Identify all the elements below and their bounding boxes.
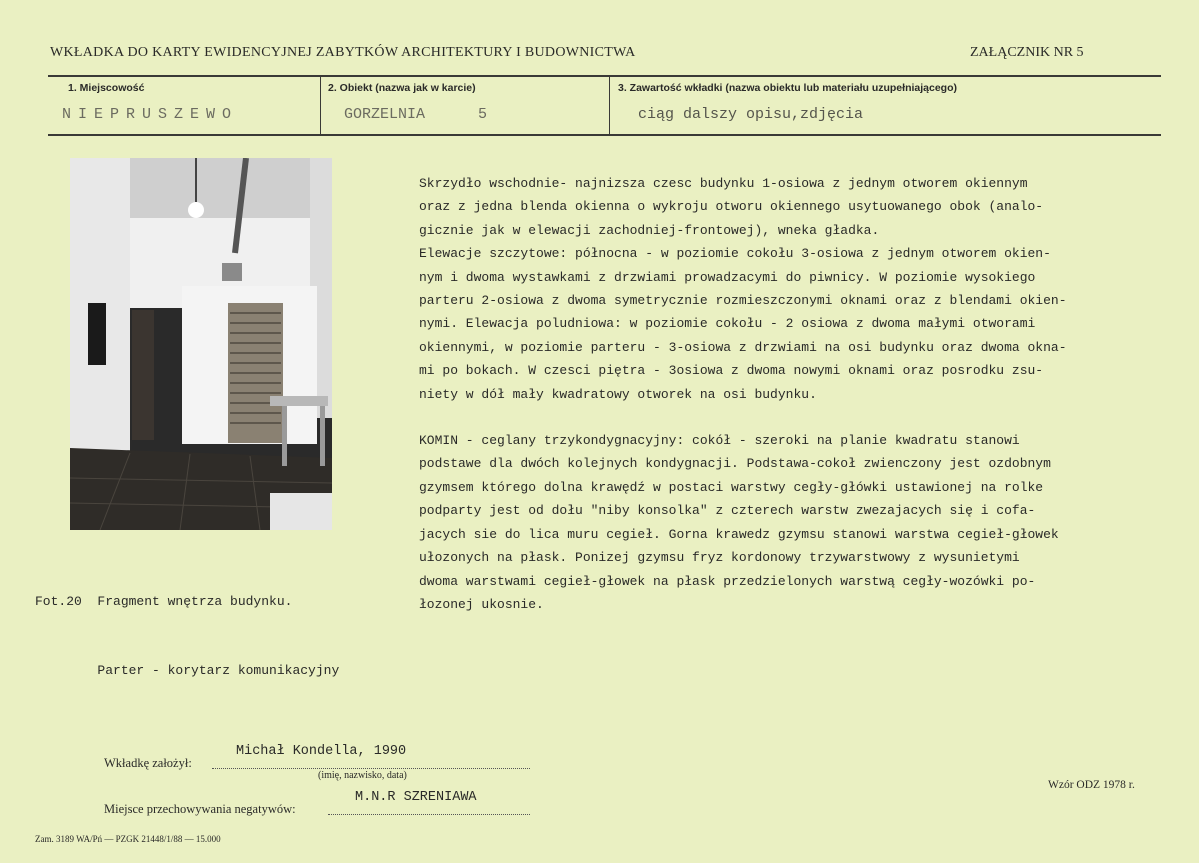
- field-value-contents: ciąg dalszy opisu,zdjęcia: [638, 106, 864, 123]
- description-line: nym i dwoma wystawkami z drzwiami prowadzacymi do piwnicy. W poziomie wysokiego: [419, 269, 1036, 285]
- description-line: podparty jest od dołu "niby konsolka" z czterech warstw zwezajacych się i cofa-: [419, 503, 1036, 519]
- field-divider-1: [320, 77, 321, 134]
- photo-caption-line-1: Fot.20 Fragment wnętrza budynku.: [35, 594, 293, 609]
- field-value-locality: NIEPRUSZEWO: [62, 106, 239, 123]
- description-line: łozonej ukosnie.: [419, 596, 544, 612]
- description-line: Elewacje szczytowe: północna - w poziomie cokołu 3-osiowa z jednym otworem okien-: [419, 246, 1051, 262]
- storage-dotted-line: [328, 814, 530, 815]
- storage-value: M.N.R SZRENIAWA: [355, 790, 477, 805]
- description-line: dwoma warstwami cegieł-głowek na płask przedzielonych warstwą cegły-wozówki po-: [419, 573, 1036, 589]
- annex-number: ZAŁĄCZNIK NR 5: [970, 45, 1084, 60]
- description-line: niety w dół mały kwadratowy otworek na osi budynku.: [419, 386, 817, 402]
- description-line: podstawe dla dwóch kolejnych kondygnacji. Podstawa-cokoł zwienczony jest ozdobnym: [419, 456, 1051, 472]
- founded-dotted-line: [212, 768, 530, 769]
- description-line: jacych sie do lica muru cegieł. Gorna krawedz gzymsu stanowi warstwa cegieł-głowek: [419, 526, 1059, 542]
- storage-label: Miejsce przechowywania negatywów:: [104, 802, 296, 816]
- photo-caption: [35, 544, 339, 728]
- description-line: okiennymi, w poziomie parteru - 3-osiowa z drzwiami na osi budynku oraz dwoma okna-: [419, 339, 1067, 355]
- field-label-locality: 1. Miejscowość: [68, 82, 145, 94]
- founded-hint: (imię, nazwisko, data): [318, 770, 407, 781]
- founded-value: Michał Kondella, 1990: [236, 744, 407, 759]
- description-line: mi po bokach. W czesci piętra - 3osiowa z dwoma nowymi oknami oraz posrodku zsu-: [419, 363, 1044, 379]
- description-line: oraz z jedna blenda okienna o wykroju otworu okiennego usytuowanego obok (analo-: [419, 199, 1044, 215]
- field-value-object-number: 5: [478, 106, 488, 123]
- interior-photo-drawing: [70, 158, 332, 530]
- form-title: WKŁADKA DO KARTY EWIDENCYJNEJ ZABYTKÓW ARCHITEKTURY I BUDOWNICTWA: [50, 45, 636, 60]
- paragraph-gap: [419, 406, 1154, 429]
- form-model: Wzór ODZ 1978 r.: [1048, 779, 1135, 791]
- founded-label: Wkładkę założył:: [104, 756, 192, 770]
- description-text: [419, 172, 1154, 616]
- description-line: parteru 2-osiowa z dwoma symetrycznie rozmieszczonymi oknami oraz z blendami okien-: [419, 293, 1067, 309]
- header-rule-bottom: [48, 134, 1161, 136]
- field-divider-2: [609, 77, 610, 134]
- field-label-contents: 3. Zawartość wkładki (nazwa obiektu lub materiału uzupełniającego): [618, 82, 957, 94]
- description-line: nymi. Elewacja poludniowa: w poziomie cokołu - 2 osiowa z dwoma małymi otworami: [419, 316, 1036, 332]
- description-line: ułozonych na płask. Ponizej gzymsu fryz kordonowy trzywarstwowy z wysunietymi: [419, 550, 1020, 566]
- description-line: gicznie jak w elewacji zachodniej-frontowej), wneka gładka.: [419, 222, 880, 238]
- description-line: gzymsem którego dolna krawędź w postaci warstwy cegły-główki ustawionej na rolke: [419, 479, 1044, 495]
- field-value-object: GORZELNIA: [344, 106, 426, 123]
- field-label-object: 2. Obiekt (nazwa jak w karcie): [328, 82, 476, 94]
- photo-caption-line-2: Parter - korytarz komunikacyjny: [35, 663, 340, 678]
- header-rule-top: [48, 75, 1161, 77]
- description-line: KOMIN - ceglany trzykondygnacyjny: cokół - szeroki na planie kwadratu stanowi: [419, 433, 1020, 449]
- interior-photo: [70, 158, 332, 530]
- description-line: Skrzydło wschodnie- najnizsza czesc budynku 1-osiowa z jednym otworem okiennym: [419, 176, 1028, 191]
- print-info: Zam. 3189 WA/Pń — PZGK 21448/1/88 — 15.000: [35, 834, 221, 844]
